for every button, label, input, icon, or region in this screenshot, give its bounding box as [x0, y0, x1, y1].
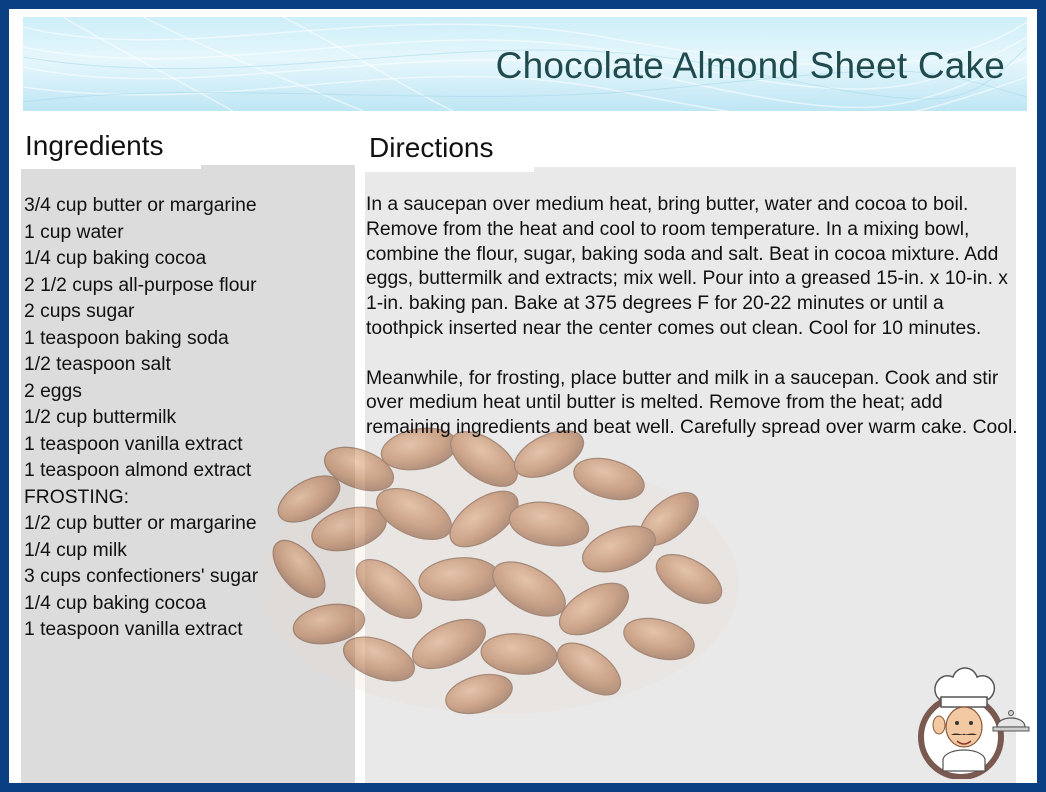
ingredient-item: 1 teaspoon vanilla extract	[24, 619, 243, 640]
ingredient-item: 3 cups confectioners' sugar	[24, 566, 259, 587]
ingredient-item: 2 1/2 cups all-purpose flour	[24, 274, 257, 296]
frosting-subheading: FROSTING:	[24, 486, 129, 508]
title-banner	[23, 17, 1027, 111]
ingredient-item: 1 teaspoon baking soda	[24, 327, 229, 349]
ingredient-item: 1 teaspoon almond extract	[24, 460, 252, 481]
ingredient-item: 1/2 cup buttermilk	[24, 407, 177, 428]
ingredient-item: 1 teaspoon vanilla extract	[24, 433, 243, 455]
ingredient-item: 1/2 teaspoon salt	[24, 354, 171, 375]
ingredient-item: 1/2 cup butter or margarine	[24, 513, 257, 534]
ingredient-item: 1/4 cup baking cocoa	[24, 592, 207, 614]
ingredient-item: 1/4 cup milk	[24, 539, 127, 561]
directions-heading: Directions	[365, 128, 534, 172]
ingredients-heading: Ingredients	[21, 126, 201, 169]
directions-paragraph: In a saucepan over medium heat, bring butter, water and cocoa to boil. Remove from the heat and cool to room temperature. In a mixing bowl, combine the flour, sugar, baking soda and salt. Beat in cocoa mixture. Add eggs, buttermilk and extracts; mix well. Pour into a greased 15-in. x 10-in. x 1-in. baking pan. Bake at 375 degrees F for 20-22 minutes or until a toothpick inserted near the center comes out clean. Cool for 10 minutes.	[366, 194, 1008, 339]
ingredient-item: 2 eggs	[24, 380, 82, 402]
directions-paragraph: Meanwhile, for frosting, place butter and milk in a saucepan. Cook and stir over medium heat until butter is melted. Remove from the heat; add remaining ingredients and beat well. Carefully spread over warm cake. Cool.	[366, 367, 1018, 439]
chef-icon	[911, 659, 1031, 779]
recipe-card	[9, 9, 1037, 783]
ingredient-item: 2 cups sugar	[24, 301, 135, 322]
ingredient-item: 1/4 cup baking cocoa	[24, 248, 207, 269]
recipe-title: Chocolate Almond Sheet Cake	[495, 45, 1005, 86]
ingredient-item: 3/4 cup butter or margarine	[24, 195, 257, 216]
ingredient-item: 1 cup water	[24, 221, 124, 243]
ingredients-list	[24, 193, 258, 644]
directions-text	[366, 193, 1022, 466]
